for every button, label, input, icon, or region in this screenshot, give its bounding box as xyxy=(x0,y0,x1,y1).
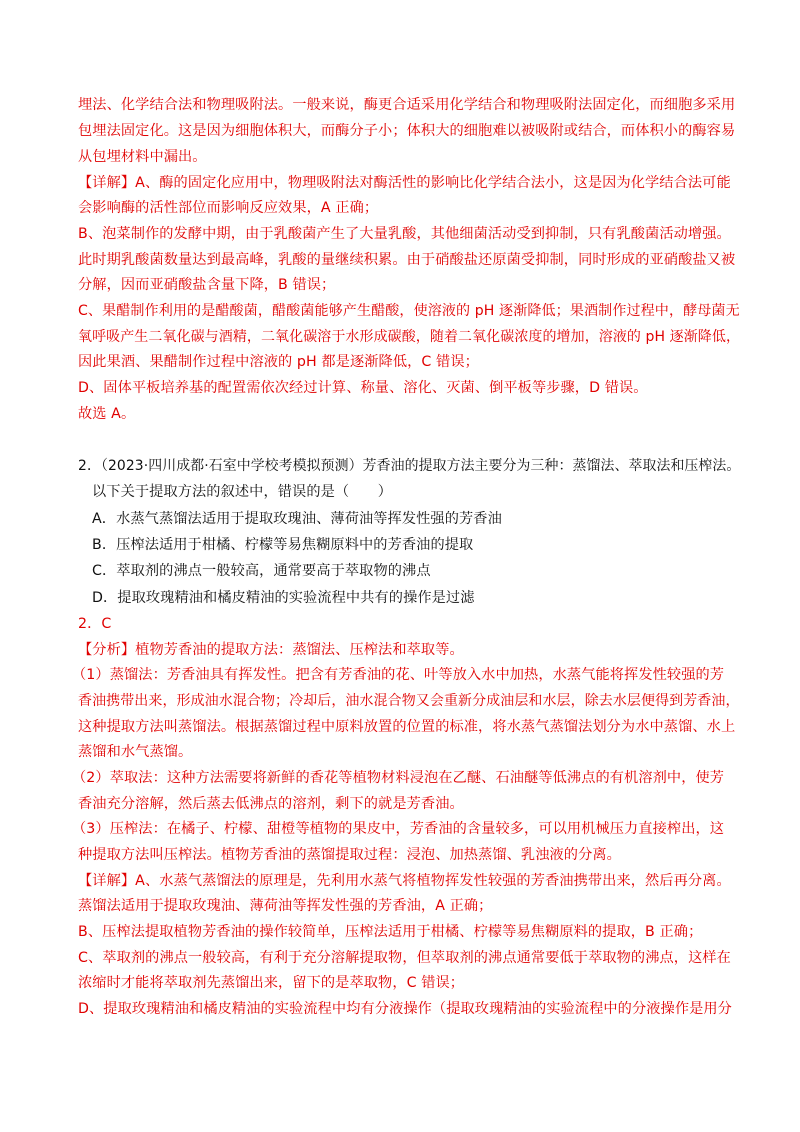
text-line: （3）压榨法：在橘子、柠檬、甜橙等植物的果皮中，芳香油的含量较多，可以用机械压力直接榨出，这 xyxy=(72,821,725,837)
text-line: 这种提取方法叫蒸馏法。根据蒸馏过程中原料放置的位置的标准，将水蒸气蒸馏法划分为水中蒸馏、水上 xyxy=(78,719,736,735)
answer-label: 2．C xyxy=(78,616,112,632)
text-line: 蒸馏法适用于提取玫瑰油、薄荷油等挥发性强的芳香油，A 正确； xyxy=(78,898,493,914)
text-line: 包埋法固定化。这是因为细胞体积大，而酶分子小；体积大的细胞难以被吸附或结合，而体积小的酶容易 xyxy=(78,123,736,139)
text-line: 【详解】A、酶的固定化应用中，物理吸附法对酶活性的影响比化学结合法小，这是因为化学结合法可能 xyxy=(78,175,731,191)
text-line: （1）蒸馏法：芳香油具有挥发性。把含有芳香油的花、叶等放入水中加热，水蒸气能将挥发性较强的芳 xyxy=(72,667,725,683)
text-line: 故选 A。 xyxy=(78,406,136,422)
question-stem: 以下关于提取方法的叙述中，错误的是（ ） xyxy=(92,484,393,500)
text-line: 浓缩时才能将萃取剂先蒸馏出来，留下的是萃取物，C 错误； xyxy=(78,975,465,991)
text-line: 【详解】A、水蒸气蒸馏法的原理是，先利用水蒸气将植物挥发性较强的芳香油携带出来，然后再分离。 xyxy=(78,873,731,889)
text-line: 氧呼吸产生二氧化碳与酒精，二氧化碳溶于水形成碳酸，随着二氧化碳浓度的增加，溶液的 pH 逐渐降低， xyxy=(78,329,741,345)
option-b: B．压榨法适用于柑橘、柠檬等易焦糊原料中的芳香油的提取 xyxy=(92,537,474,553)
text-line: 会影响酶的活性部位而影响反应效果，A 正确； xyxy=(78,200,379,216)
text-line: D、提取玫瑰精油和橘皮精油的实验流程中均有分液操作（提取玫瑰精油的实验流程中的分液操作是用分 xyxy=(78,1001,732,1017)
text-line: 此时期乳酸菌数量达到最高峰，乳酸的量继续积累。由于硝酸盐还原菌受抑制，同时形成的亚硝酸盐又被 xyxy=(78,252,736,268)
text-line: D、固体平板培养基的配置需依次经过计算、称量、溶化、灭菌、倒平板等步骤，D 错误。 xyxy=(78,380,648,396)
text-line: （2）萃取法：这种方法需要将新鲜的香花等植物材料浸泡在乙醚、石油醚等低沸点的有机溶剂中，使芳 xyxy=(72,770,725,786)
option-c: C．萃取剂的沸点一般较高，通常要高于萃取物的沸点 xyxy=(92,563,431,579)
text-line: 种提取方法叫压榨法。植物芳香油的蒸馏提取过程：浸泡、加热蒸馏、乳浊液的分离。 xyxy=(78,847,621,863)
text-line: 【分析】植物芳香油的提取方法：蒸馏法、压榨法和萃取等。 xyxy=(78,642,464,658)
option-d: D．提取玫瑰精油和橘皮精油的实验流程中共有的操作是过滤 xyxy=(92,590,475,606)
text-line: C、果醋制作利用的是醋酸菌，醋酸菌能够产生醋酸，使溶液的 pH 逐渐降低；果酒制作过程中，酵母菌无 xyxy=(78,303,740,319)
text-line: B、泡菜制作的发酵中期，由于乳酸菌产生了大量乳酸，其他细菌活动受到抑制，只有乳酸菌活动增强。 xyxy=(78,226,731,242)
text-line: C、萃取剂的沸点一般较高，有利于充分溶解提取物，但萃取剂的沸点通常要低于萃取物的沸点，这样在 xyxy=(78,950,731,966)
text-line: 因此果酒、果醋制作过程中溶液的 pH 都是逐渐降低，C 错误； xyxy=(78,354,479,370)
text-line: 香油携带出来，形成油水混合物；冷却后，油水混合物又会重新分成油层和水层，除去水层便得到芳香油， xyxy=(78,693,740,709)
question-stem: 2．（2023·四川成都·石室中学校考模拟预测）芳香油的提取方法主要分为三种：蒸馏法、萃取法和压榨法。 xyxy=(78,458,741,474)
text-line: 香油充分溶解，然后蒸去低沸点的溶剂，剩下的就是芳香油。 xyxy=(78,796,464,812)
text-line: 从包埋材料中漏出。 xyxy=(78,149,207,165)
text-line: B、压榨法提取植物芳香油的操作较简单，压榨法适用于柑橘、柠檬等易焦糊原料的提取，B 正确； xyxy=(78,924,703,940)
text-line: 埋法、化学结合法和物理吸附法。一般来说，酶更合适采用化学结合和物理吸附法固定化，而细胞多采用 xyxy=(78,97,736,113)
option-a: A．水蒸气蒸馏法适用于提取玫瑰油、薄荷油等挥发性强的芳香油 xyxy=(92,511,502,527)
text-line: 分解，因而亚硝酸盐含量下降，B 错误； xyxy=(78,277,336,293)
text-line: 蒸馏和水气蒸馏。 xyxy=(78,744,193,760)
